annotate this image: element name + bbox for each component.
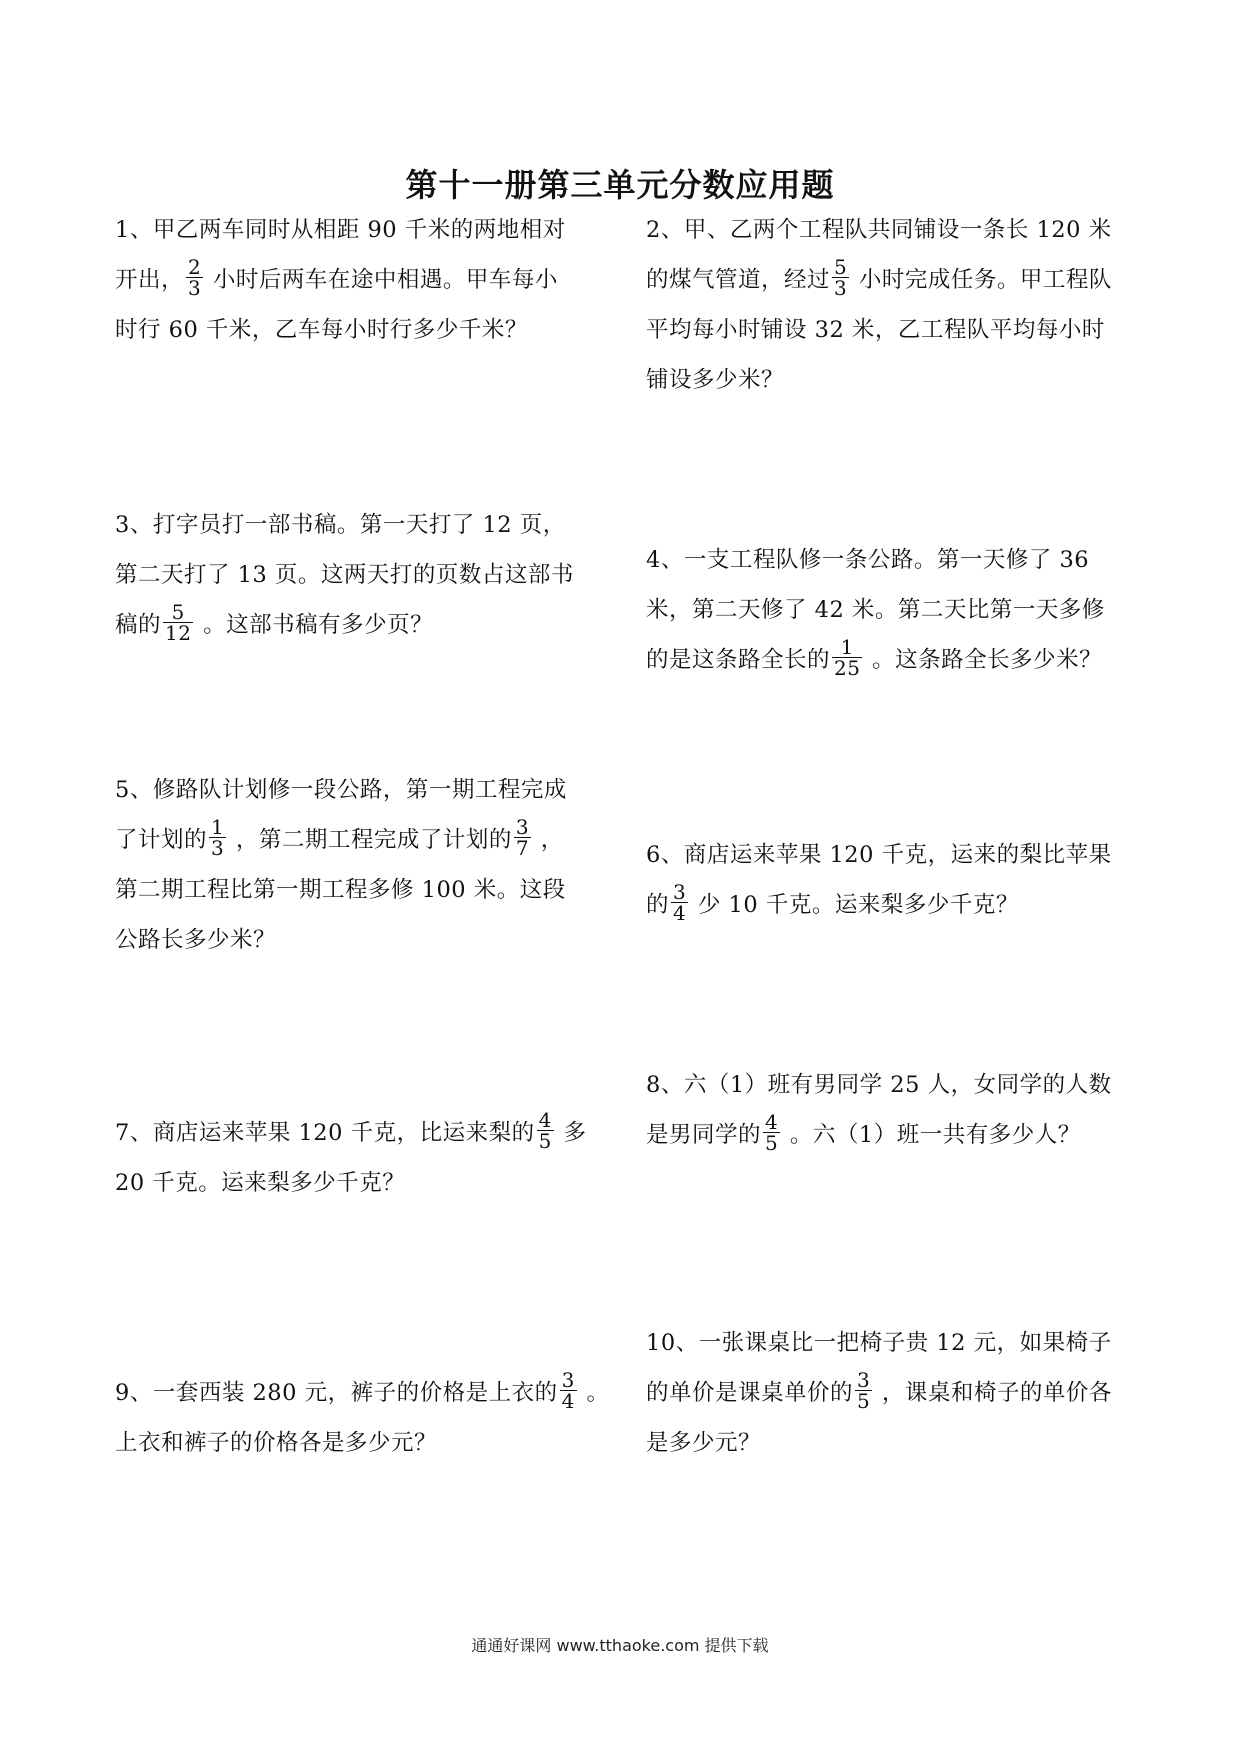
problem-3 bbox=[115, 500, 605, 650]
problem-7-text: 7、商店运来苹果 120 千克，比运来梨的 bbox=[115, 1120, 535, 1146]
fraction bbox=[163, 599, 193, 645]
problem-10-line-1: 10、一张课桌比一把椅子贵 12 元，如果椅子 bbox=[646, 1330, 1112, 1356]
problem-10-text: 的单价是课桌单价的 bbox=[646, 1380, 854, 1406]
fraction-numerator: 3 bbox=[515, 814, 530, 839]
problem-2-line-3: 平均每小时铺设 32 米，乙工程队平均每小时 bbox=[646, 317, 1105, 343]
fraction bbox=[209, 814, 226, 860]
fraction-denominator: 3 bbox=[834, 275, 848, 300]
fraction-numerator: 5 bbox=[163, 602, 193, 623]
page-footer: 通通好课网 www.tthaoke.com 提供下载 bbox=[471, 1636, 769, 1655]
problem-6-text: 少 10 千克。运来梨多少千克？ bbox=[690, 892, 1019, 918]
problem-1-line-1: 1、甲乙两车同时从相距 90 千米的两地相对 bbox=[115, 217, 566, 243]
problem-8 bbox=[646, 1060, 1136, 1160]
problem-7-line-2: 20 千克。运来梨多少千克？ bbox=[115, 1170, 406, 1196]
problem-7-line-1 bbox=[115, 1108, 605, 1158]
problem-4-line-2: 米，第二天修了 42 米。第二天比第一天多修 bbox=[646, 597, 1105, 623]
problem-6-line-2 bbox=[646, 880, 1136, 930]
problem-5-line-2 bbox=[115, 815, 605, 865]
problem-2-text: 小时完成任务。甲工程队 bbox=[851, 267, 1112, 293]
fraction-denominator: 3 bbox=[211, 835, 225, 860]
fraction-numerator: 4 bbox=[765, 1109, 779, 1134]
problem-3-line-2: 第二天打了 13 页。这两天打的页数占这部书 bbox=[115, 562, 574, 588]
problem-6-line-1: 6、商店运来苹果 120 千克，运来的梨比苹果 bbox=[646, 842, 1112, 868]
problem-2 bbox=[646, 205, 1136, 405]
problem-4-text: 。这条路全长多少米？ bbox=[864, 647, 1103, 673]
problem-1-text: 开出， bbox=[115, 267, 185, 293]
problem-7 bbox=[115, 1108, 605, 1208]
fraction-numerator: 4 bbox=[538, 1107, 552, 1132]
problem-10-line-2 bbox=[646, 1368, 1136, 1418]
fraction bbox=[537, 1107, 554, 1153]
problem-8-line-1: 8、六（1）班有男同学 25 人，女同学的人数 bbox=[646, 1072, 1112, 1098]
problem-10 bbox=[646, 1318, 1136, 1468]
problem-1-line-2 bbox=[115, 255, 605, 305]
problem-10-line-3: 是多少元？ bbox=[646, 1430, 762, 1456]
problem-6-text: 的 bbox=[646, 892, 670, 918]
fraction bbox=[186, 254, 203, 300]
fraction bbox=[855, 1367, 872, 1413]
problem-4 bbox=[646, 535, 1136, 685]
fraction-numerator: 1 bbox=[832, 637, 862, 658]
problem-3-line-1: 3、打字员打一部书稿。第一天打了 12 页， bbox=[115, 512, 566, 538]
problem-5-line-3: 第二期工程比第一期工程多修 100 米。这段 bbox=[115, 877, 566, 903]
problem-7-text: 多 bbox=[555, 1120, 587, 1146]
problem-9-text: 。 bbox=[578, 1380, 610, 1406]
problem-2-text: 的煤气管道，经过 bbox=[646, 267, 831, 293]
problem-5-text: ，第二期工程完成了计划的 bbox=[228, 827, 512, 853]
problem-8-text: 是男同学的 bbox=[646, 1122, 762, 1148]
fraction-numerator: 5 bbox=[834, 254, 848, 279]
fraction bbox=[763, 1109, 780, 1155]
fraction-denominator: 4 bbox=[673, 900, 687, 925]
problem-10-text: ，课桌和椅子的单价各 bbox=[874, 1380, 1112, 1406]
problem-9-line-1 bbox=[115, 1367, 610, 1418]
problem-2-line-4: 铺设多少米？ bbox=[646, 367, 785, 393]
fraction-numerator: 3 bbox=[857, 1367, 871, 1392]
problem-3-text: 稿的 bbox=[115, 612, 162, 638]
problem-1-text: 小时后两车在途中相遇。甲车每小 bbox=[205, 267, 558, 293]
fraction bbox=[671, 879, 688, 925]
problem-1 bbox=[115, 205, 605, 355]
fraction bbox=[832, 634, 862, 680]
fraction-denominator: 5 bbox=[538, 1128, 552, 1153]
fraction-denominator: 4 bbox=[561, 1388, 575, 1413]
fraction bbox=[514, 814, 531, 860]
problem-5-text: 了计划的 bbox=[115, 827, 208, 853]
problem-3-line-3 bbox=[115, 600, 605, 650]
fraction-numerator: 1 bbox=[211, 814, 225, 839]
problem-5-text: ， bbox=[533, 827, 564, 853]
fraction-denominator: 7 bbox=[515, 835, 530, 860]
problem-8-line-2 bbox=[646, 1110, 1136, 1160]
fraction-denominator: 25 bbox=[834, 655, 861, 680]
problem-8-text: 。六（1）班一共有多少人？ bbox=[782, 1122, 1081, 1148]
fraction-numerator: 3 bbox=[673, 879, 687, 904]
problem-5-line-1: 5、修路队计划修一段公路，第一期工程完成 bbox=[115, 777, 567, 803]
fraction-denominator: 12 bbox=[165, 620, 192, 645]
fraction-denominator: 3 bbox=[188, 275, 202, 300]
problem-9-line-2: 上衣和裤子的价格各是多少元？ bbox=[115, 1430, 438, 1456]
problem-5-line-4: 公路长多少米？ bbox=[115, 927, 277, 953]
fraction-denominator: 5 bbox=[857, 1388, 871, 1413]
problem-4-line-3 bbox=[646, 635, 1136, 685]
problem-2-line-1: 2、甲、乙两个工程队共同铺设一条长 120 米 bbox=[646, 217, 1112, 243]
fraction-denominator: 5 bbox=[765, 1130, 779, 1155]
problem-3-text: 。这部书稿有多少页？ bbox=[195, 612, 434, 638]
fraction-numerator: 2 bbox=[188, 254, 202, 279]
problem-4-text: 的是这条路全长的 bbox=[646, 647, 831, 673]
fraction bbox=[560, 1367, 577, 1413]
problem-6 bbox=[646, 830, 1136, 930]
problem-9-text: 9、一套西装 280 元，裤子的价格是上衣的 bbox=[115, 1380, 558, 1406]
problem-5 bbox=[115, 765, 605, 965]
problem-9 bbox=[115, 1367, 610, 1468]
problem-4-line-1: 4、一支工程队修一条公路。第一天修了 36 bbox=[646, 547, 1090, 573]
problem-2-line-2 bbox=[646, 255, 1136, 305]
problem-1-line-3: 时行 60 千米，乙车每小时行多少千米？ bbox=[115, 317, 528, 343]
fraction bbox=[832, 254, 849, 300]
page-title: 第十一册第三单元分数应用题 bbox=[405, 166, 835, 204]
fraction-numerator: 3 bbox=[561, 1367, 575, 1392]
